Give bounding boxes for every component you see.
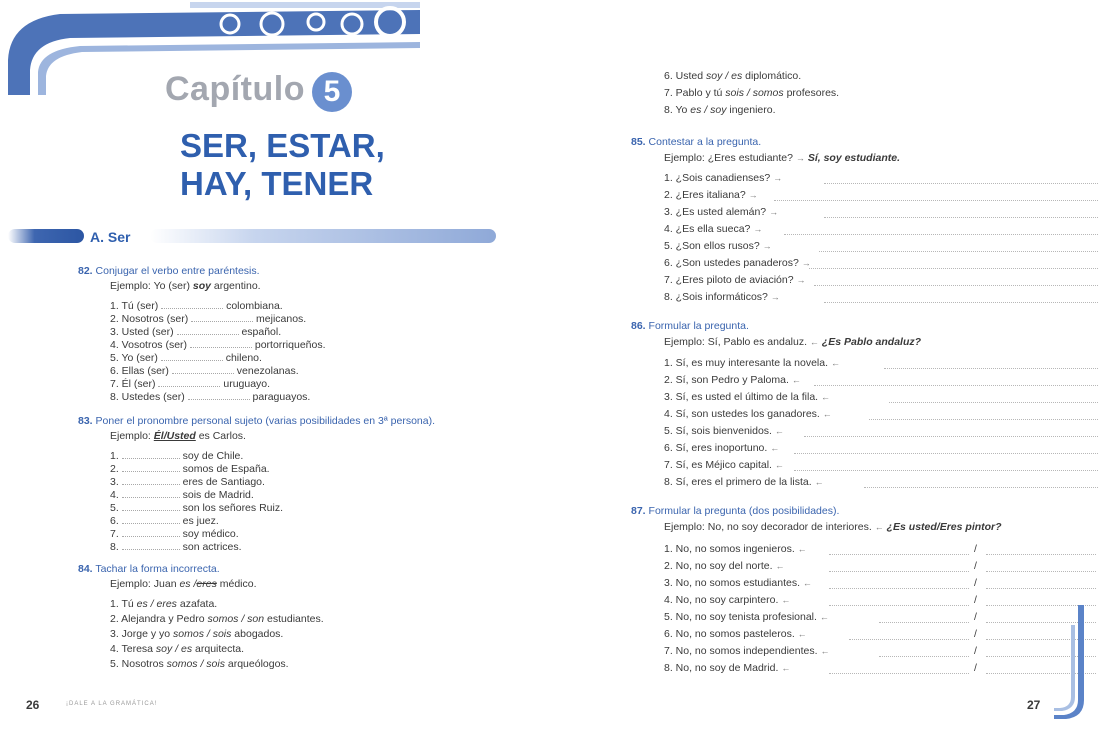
- exercise-83-number: 83.: [78, 415, 93, 427]
- list-item: [110, 598, 324, 613]
- example-text-end: médico.: [216, 578, 257, 590]
- answer-line-1[interactable]: [829, 605, 969, 606]
- answer-line[interactable]: [864, 487, 1099, 488]
- item-prompt: 8. Ustedes (ser): [110, 391, 185, 403]
- list-item: [110, 540, 283, 553]
- exercise-86-example: [664, 336, 921, 349]
- exercise-87-list: [664, 543, 1096, 679]
- example-text: Ejemplo: Sí, Pablo es andaluz.: [664, 336, 810, 348]
- slash-separator: /: [974, 645, 977, 657]
- item-prompt: 6. Sí, eres inoportuno.: [664, 442, 768, 454]
- item-prompt: 8. ¿Sois informáticos?: [664, 291, 768, 303]
- exercise-85-instruction: Contestar a la pregunta.: [648, 136, 762, 148]
- arrow-left-icon: ←: [797, 629, 807, 639]
- answer-line-1[interactable]: [879, 656, 969, 657]
- arrow-left-icon: ←: [797, 544, 807, 554]
- list-item: [110, 325, 326, 338]
- item-ending: es juez.: [182, 515, 219, 527]
- list-item: [110, 658, 324, 673]
- example-text: Ejemplo: No, no soy decorador de interiores.: [664, 521, 875, 533]
- right-page: [549, 0, 1099, 732]
- exercise-86-list: [664, 357, 1099, 493]
- slash-separator: /: [974, 628, 977, 640]
- arrow-left-icon: ←: [819, 612, 829, 622]
- list-item: [664, 274, 1099, 291]
- item-options[interactable]: es / soy: [690, 104, 727, 116]
- answer-blank[interactable]: [122, 514, 180, 524]
- item-prompt: 7. ¿Eres piloto de aviación?: [664, 274, 794, 286]
- list-item: [664, 104, 839, 121]
- list-item: [110, 351, 326, 364]
- exercise-82-example: [110, 280, 261, 293]
- item-ending: abogados.: [231, 628, 284, 640]
- list-item: [664, 408, 1099, 425]
- list-item: [664, 257, 1099, 274]
- arrow-left-icon: ←: [774, 426, 784, 436]
- exercise-84-number: 84.: [78, 563, 93, 575]
- exercise-82-heading: [78, 265, 260, 278]
- exercise-87-example: [664, 521, 1002, 534]
- arrow-left-icon: ←: [774, 460, 784, 470]
- list-item: [664, 594, 1096, 611]
- example-option-correct: es: [179, 578, 191, 590]
- answer-blank[interactable]: [158, 377, 220, 387]
- arrow-right-icon: →: [795, 153, 805, 163]
- exercise-83-instruction: Poner el pronombre personal sujeto (varias posibilidades en 3ª persona).: [95, 415, 436, 427]
- answer-line-1[interactable]: [849, 639, 969, 640]
- answer-line[interactable]: [889, 402, 1099, 403]
- item-ending: azafata.: [176, 598, 218, 610]
- item-prompt: 1. Tú (ser): [110, 300, 159, 312]
- exercise-82-instruction: Conjugar el verbo entre paréntesis.: [95, 265, 260, 277]
- arrow-left-icon: ←: [821, 392, 831, 402]
- item-prompt: 2. Alejandra y Pedro: [110, 613, 208, 625]
- exercise-84-instruction: Tachar la forma incorrecta.: [95, 563, 220, 575]
- answer-line-1[interactable]: [829, 554, 969, 555]
- item-ending: uruguayo.: [223, 378, 271, 390]
- slash-separator: /: [974, 662, 977, 674]
- arrow-left-icon: ←: [814, 477, 824, 487]
- list-item: [664, 543, 1096, 560]
- item-prompt: 3. Sí, es usted el último de la fila.: [664, 391, 819, 403]
- section-heading: A. Ser: [90, 229, 131, 245]
- arrow-right-icon: →: [796, 275, 806, 285]
- item-ending: arqueólogos.: [224, 658, 289, 670]
- item-prompt: 6. Usted: [664, 70, 707, 82]
- example-answer: ¿Es Pablo andaluz?: [821, 336, 922, 348]
- answer-line[interactable]: [794, 453, 1099, 454]
- item-ending: arquitecta.: [192, 643, 245, 655]
- item-prompt: 4. Sí, son ustedes los ganadores.: [664, 408, 820, 420]
- answer-line[interactable]: [824, 183, 1099, 184]
- answer-line[interactable]: [819, 251, 1099, 252]
- item-prompt: 2. ¿Eres italiana?: [664, 189, 746, 201]
- item-options[interactable]: sois / somos: [725, 87, 784, 99]
- arrow-right-icon: →: [748, 190, 758, 200]
- item-prompt: 2. Nosotros (ser): [110, 313, 189, 325]
- exercise-85-number: 85.: [631, 136, 646, 148]
- answer-line-1[interactable]: [829, 571, 969, 572]
- chapter-label: Capítulo: [165, 70, 305, 108]
- example-answer: Sí, soy estudiante.: [807, 152, 901, 164]
- item-prompt: 5. ¿Son ellos rusos?: [664, 240, 760, 252]
- footer-book-title: ¡DALE A LA GRAMÁTICA!: [66, 701, 158, 707]
- answer-blank[interactable]: [122, 488, 180, 498]
- item-options[interactable]: somos / sois: [173, 628, 232, 640]
- item-prompt: 1. Tú: [110, 598, 137, 610]
- chapter-title-line1: SER, ESTAR,: [180, 127, 385, 164]
- slash-separator: /: [974, 594, 977, 606]
- item-ending: eres de Santiago.: [182, 476, 265, 488]
- example-text: Ejemplo: Yo (ser): [110, 280, 193, 292]
- exercise-83-list: [110, 449, 283, 553]
- answer-blank[interactable]: [190, 338, 252, 348]
- item-ending: paraguayos.: [252, 391, 311, 403]
- item-options[interactable]: es / eres: [136, 598, 177, 610]
- arrow-right-icon: →: [801, 258, 811, 268]
- item-prompt: 2. No, no soy del norte.: [664, 560, 773, 572]
- answer-line-2[interactable]: [986, 588, 1096, 589]
- list-item: [110, 643, 324, 658]
- arrow-right-icon: →: [773, 173, 783, 183]
- list-item: [664, 189, 1099, 206]
- item-number: 6.: [110, 515, 119, 527]
- item-number: 8.: [110, 541, 119, 553]
- exercise-84-example: [110, 578, 257, 591]
- answer-blank[interactable]: [161, 299, 223, 309]
- item-ending: estudiantes.: [264, 613, 324, 625]
- item-prompt: 1. ¿Sois canadienses?: [664, 172, 771, 184]
- list-item: [664, 645, 1096, 662]
- list-item: [664, 662, 1096, 679]
- item-prompt: 7. Pablo y tú: [664, 87, 726, 99]
- list-item: [664, 577, 1096, 594]
- arrow-left-icon: ←: [802, 578, 812, 588]
- page-edge-decoration: [1054, 605, 1094, 725]
- item-prompt: 8. Sí, eres el primero de la lista.: [664, 476, 812, 488]
- list-item: [664, 560, 1096, 577]
- item-prompt: 1. No, no somos ingenieros.: [664, 543, 795, 555]
- item-prompt: 8. Yo: [664, 104, 691, 116]
- item-ending: son los señores Ruiz.: [182, 502, 283, 514]
- answer-blank[interactable]: [122, 540, 180, 550]
- arrow-left-icon: ←: [809, 337, 819, 347]
- answer-line[interactable]: [804, 436, 1099, 437]
- list-item: [664, 291, 1099, 308]
- item-ending: portorriqueños.: [254, 339, 326, 351]
- example-answer: ¿Es usted/Eres pintor?: [886, 521, 1002, 533]
- list-item: [110, 364, 326, 377]
- arrow-left-icon: ←: [770, 443, 780, 453]
- list-item: [110, 514, 283, 527]
- example-answer: soy: [192, 280, 211, 292]
- answer-line[interactable]: [814, 385, 1099, 386]
- arrow-right-icon: →: [762, 241, 772, 251]
- arrow-left-icon: ←: [791, 375, 801, 385]
- example-answer: Él/Usted: [153, 430, 196, 442]
- item-ending: son actrices.: [182, 541, 242, 553]
- item-ending: soy médico.: [182, 528, 239, 540]
- exercise-83-heading: [78, 415, 435, 428]
- answer-blank[interactable]: [191, 312, 253, 322]
- list-item: [664, 87, 839, 104]
- list-item: [110, 377, 326, 390]
- list-item: [110, 488, 283, 501]
- item-prompt: 6. ¿Son ustedes panaderos?: [664, 257, 799, 269]
- item-ending: somos de España.: [182, 463, 270, 475]
- arrow-left-icon: ←: [822, 409, 832, 419]
- example-slash: /: [190, 578, 197, 590]
- item-prompt: 6. Ellas (ser): [110, 365, 169, 377]
- arrow-right-icon: →: [770, 292, 780, 302]
- exercise-86-heading: [631, 320, 749, 333]
- answer-blank[interactable]: [177, 325, 239, 335]
- left-page: [0, 0, 549, 732]
- list-item: [110, 312, 326, 325]
- item-ending: venezolanas.: [236, 365, 299, 377]
- item-prompt: 3. Jorge y yo: [110, 628, 174, 640]
- list-item: [110, 390, 326, 403]
- answer-line[interactable]: [794, 470, 1099, 471]
- item-prompt: 3. Usted (ser): [110, 326, 174, 338]
- item-prompt: 4. Vosotros (ser): [110, 339, 188, 351]
- slash-separator: /: [974, 560, 977, 572]
- list-item: [110, 628, 324, 643]
- item-ending: profesores.: [783, 87, 840, 99]
- list-item: [664, 391, 1099, 408]
- item-ending: ingeniero.: [726, 104, 776, 116]
- exercise-87-number: 87.: [631, 505, 646, 517]
- example-text: Ejemplo: Juan: [110, 578, 180, 590]
- slash-separator: /: [974, 577, 977, 589]
- list-item: [110, 462, 283, 475]
- list-item: [664, 172, 1099, 189]
- list-item: [664, 611, 1096, 628]
- item-prompt: 5. Nosotros: [110, 658, 167, 670]
- item-prompt: 3. ¿Es usted alemán?: [664, 206, 767, 218]
- exercise-86-instruction: Formular la pregunta.: [648, 320, 749, 332]
- list-item: [664, 206, 1099, 223]
- item-options[interactable]: somos / son: [207, 613, 265, 625]
- answer-line-2[interactable]: [986, 554, 1096, 555]
- answer-blank[interactable]: [172, 364, 234, 374]
- item-number: 1.: [110, 450, 119, 462]
- item-prompt: 5. Yo (ser): [110, 352, 158, 364]
- item-prompt: 6. No, no somos pasteleros.: [664, 628, 795, 640]
- exercise-85-example: [664, 152, 900, 165]
- list-item: [110, 475, 283, 488]
- answer-line[interactable]: [824, 302, 1099, 303]
- section-bar-left: [8, 229, 84, 243]
- exercise-84-heading: [78, 563, 220, 576]
- item-prompt: 1. Sí, es muy interesante la novela.: [664, 357, 829, 369]
- answer-line-1[interactable]: [829, 588, 969, 589]
- item-number: 5.: [110, 502, 119, 514]
- page-number-left: 26: [26, 698, 40, 712]
- list-item: [664, 70, 839, 87]
- list-item: [664, 240, 1099, 257]
- exercise-84-list: [110, 598, 324, 673]
- exercise-87-heading: [631, 505, 839, 518]
- example-text: Ejemplo:: [110, 430, 154, 442]
- list-item: [110, 338, 326, 351]
- chapter-title-line2: HAY, TENER: [180, 165, 374, 202]
- item-number: 7.: [110, 528, 119, 540]
- list-item: [110, 449, 283, 462]
- answer-line[interactable]: [824, 217, 1099, 218]
- slash-separator: /: [974, 543, 977, 555]
- list-item: [664, 476, 1099, 493]
- exercise-84-continued: [664, 70, 839, 121]
- item-number: 3.: [110, 476, 119, 488]
- answer-blank[interactable]: [122, 527, 180, 537]
- item-options[interactable]: soy / es: [706, 70, 743, 82]
- item-prompt: 5. No, no soy tenista profesional.: [664, 611, 817, 623]
- item-number: 4.: [110, 489, 119, 501]
- list-item: [110, 501, 283, 514]
- answer-blank[interactable]: [122, 449, 180, 459]
- list-item: [664, 459, 1099, 476]
- item-ending: sois de Madrid.: [182, 489, 254, 501]
- example-text-end: argentino.: [210, 280, 261, 292]
- exercise-87-instruction: Formular la pregunta (dos posibilidades).: [648, 505, 840, 517]
- item-ending: soy de Chile.: [182, 450, 244, 462]
- exercise-83-example: [110, 430, 246, 443]
- item-ending: diplomático.: [742, 70, 802, 82]
- exercise-86-number: 86.: [631, 320, 646, 332]
- example-text-end: es Carlos.: [195, 430, 246, 442]
- answer-line[interactable]: [784, 234, 1099, 235]
- list-item: [664, 357, 1099, 374]
- answer-blank[interactable]: [122, 462, 180, 472]
- item-prompt: 4. Teresa: [110, 643, 156, 655]
- arrow-left-icon: ←: [781, 595, 791, 605]
- example-option-struck: eres: [196, 578, 217, 590]
- answer-line-1[interactable]: [829, 673, 969, 674]
- list-item: [664, 425, 1099, 442]
- list-item: [664, 374, 1099, 391]
- item-prompt: 8. No, no soy de Madrid.: [664, 662, 779, 674]
- arrow-left-icon: ←: [830, 358, 840, 368]
- item-ending: español.: [241, 326, 282, 338]
- arrow-left-icon: ←: [820, 646, 830, 656]
- list-item: [664, 628, 1096, 645]
- answer-line[interactable]: [814, 285, 1099, 286]
- item-prompt: 7. No, no somos independientes.: [664, 645, 818, 657]
- arrow-left-icon: ←: [874, 522, 884, 532]
- arrow-left-icon: ←: [775, 561, 785, 571]
- slash-separator: /: [974, 611, 977, 623]
- answer-blank[interactable]: [122, 475, 180, 485]
- answer-blank[interactable]: [161, 351, 223, 361]
- example-text: Ejemplo: ¿Eres estudiante?: [664, 152, 796, 164]
- exercise-85-heading: [631, 136, 761, 149]
- item-prompt: 4. No, no soy carpintero.: [664, 594, 779, 606]
- list-item: [110, 613, 324, 628]
- answer-line-1[interactable]: [879, 622, 969, 623]
- item-prompt: 2. Sí, son Pedro y Paloma.: [664, 374, 789, 386]
- item-options[interactable]: soy / es: [155, 643, 193, 655]
- item-prompt: 7. Él (ser): [110, 378, 156, 390]
- answer-line[interactable]: [869, 419, 1099, 420]
- page-number-right: 27: [1027, 698, 1041, 712]
- answer-line[interactable]: [884, 368, 1099, 369]
- exercise-85-list: [664, 172, 1099, 308]
- answer-blank[interactable]: [122, 501, 180, 511]
- answer-line-2[interactable]: [986, 571, 1096, 572]
- item-prompt: 4. ¿Es ella sueca?: [664, 223, 751, 235]
- answer-line[interactable]: [774, 200, 1099, 201]
- arrow-right-icon: →: [769, 207, 779, 217]
- item-ending: mejicanos.: [256, 313, 307, 325]
- item-prompt: 7. Sí, es Méjico capital.: [664, 459, 772, 471]
- section-bar-right: [150, 229, 496, 243]
- list-item: [664, 442, 1099, 459]
- item-ending: chileno.: [225, 352, 262, 364]
- exercise-82-list: [110, 299, 326, 403]
- arrow-right-icon: →: [753, 224, 763, 234]
- answer-line[interactable]: [809, 268, 1099, 269]
- arrow-left-icon: ←: [781, 663, 791, 673]
- item-prompt: 3. No, no somos estudiantes.: [664, 577, 800, 589]
- chapter-number-badge: 5: [312, 72, 352, 112]
- list-item: [664, 223, 1099, 240]
- item-number: 2.: [110, 463, 119, 475]
- answer-blank[interactable]: [188, 390, 250, 400]
- item-ending: colombiana.: [226, 300, 283, 312]
- list-item: [110, 299, 326, 312]
- item-prompt: 5. Sí, sois bienvenidos.: [664, 425, 772, 437]
- item-options[interactable]: somos / sois: [166, 658, 225, 670]
- exercise-82-number: 82.: [78, 265, 93, 277]
- list-item: [110, 527, 283, 540]
